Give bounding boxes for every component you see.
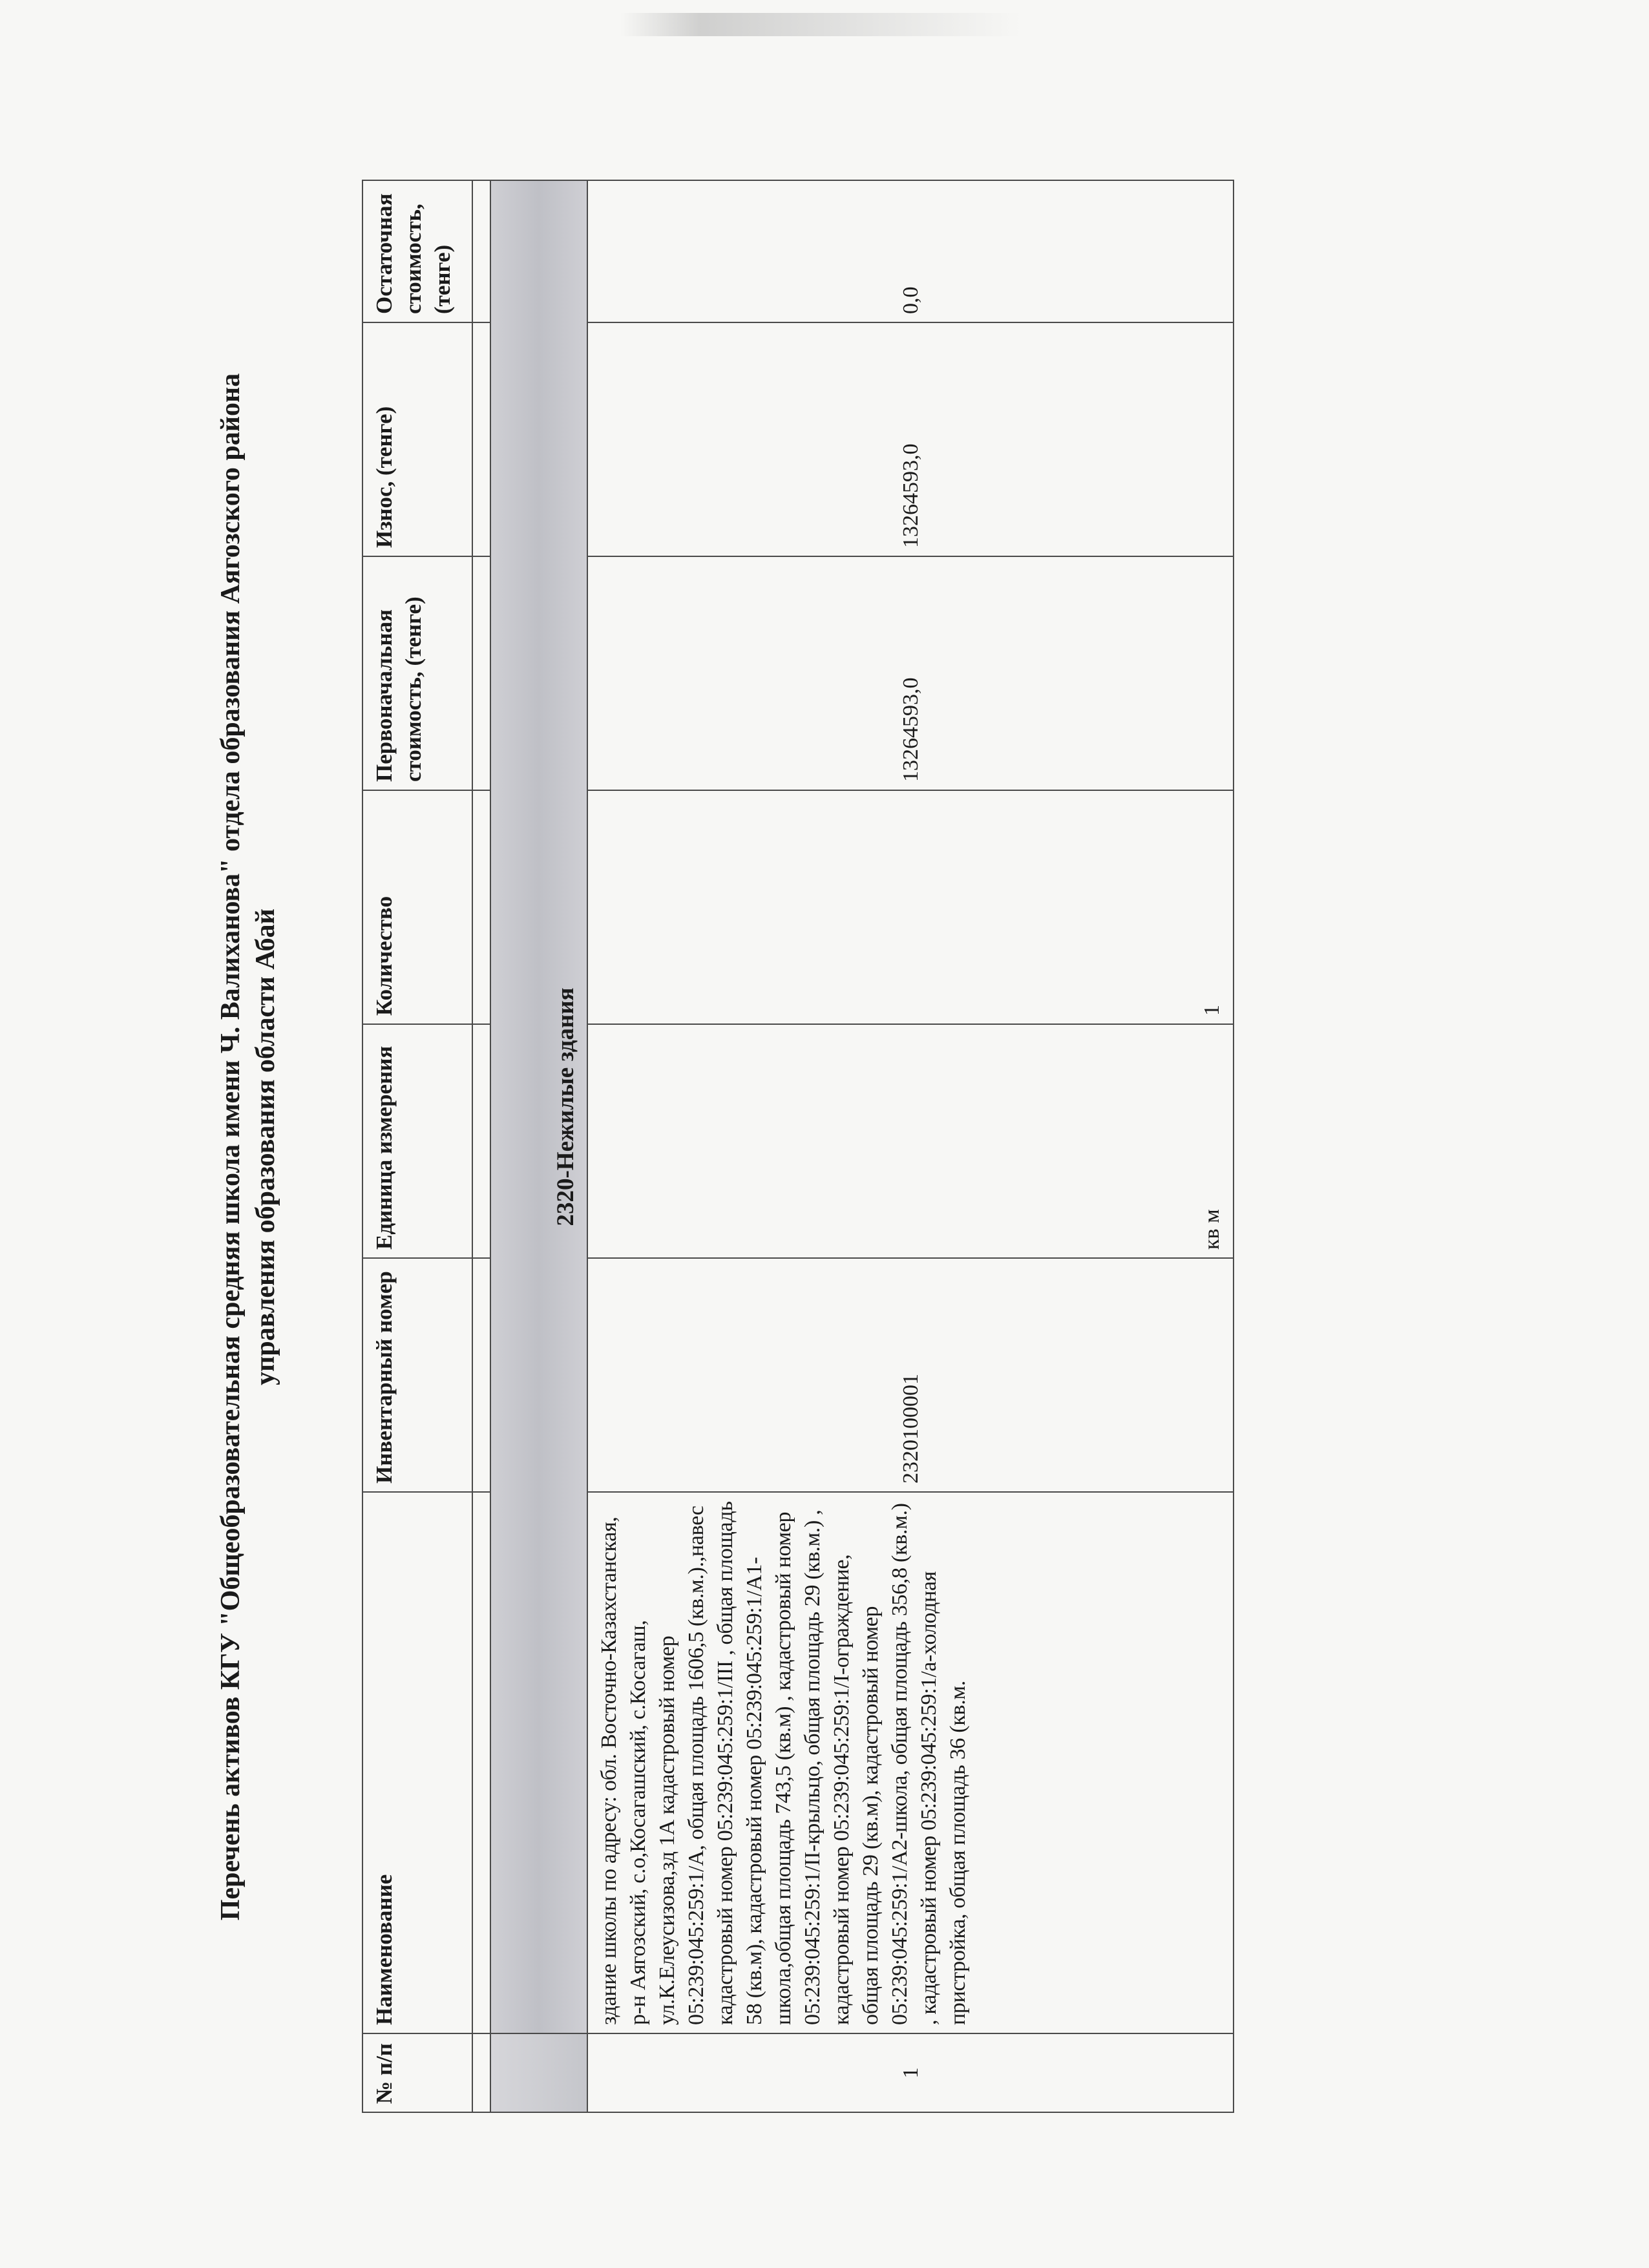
header-unit: Единица измерения bbox=[362, 1024, 472, 1258]
spacer-cell bbox=[472, 180, 490, 322]
header-inventory: Инвентарный номер bbox=[362, 1258, 472, 1492]
row-num: 1 bbox=[587, 2033, 1234, 2112]
spacer-cell bbox=[472, 1258, 490, 1492]
header-initial-cost: Первоначальная стоимость, (тенге) bbox=[362, 556, 472, 790]
category-row bbox=[490, 180, 587, 2112]
table-header-row bbox=[362, 180, 472, 2112]
spacer-cell bbox=[472, 322, 490, 556]
header-quantity: Количество bbox=[362, 790, 472, 1024]
category-label: 2320-Нежилые здания bbox=[490, 180, 587, 2033]
rotated-document bbox=[213, 181, 1583, 2113]
spacer-cell bbox=[472, 790, 490, 1024]
spacer-cell bbox=[472, 2033, 490, 2112]
header-num: № п/п bbox=[362, 2033, 472, 2112]
row-initial-cost: 13264593,0 bbox=[587, 556, 1234, 790]
header-name: Наименование bbox=[362, 1492, 472, 2033]
spacer-cell bbox=[472, 556, 490, 790]
title-line-1: Перечень активов КГУ "Общеобразовательная средняя школа имени Ч. Валиханова" отдела образования Аягозского района bbox=[216, 373, 246, 1921]
row-quantity: 1 bbox=[587, 790, 1234, 1024]
scan-artifact bbox=[620, 13, 1021, 36]
header-depreciation: Износ, (тенге) bbox=[362, 322, 472, 556]
row-unit: кв м bbox=[587, 1024, 1234, 1258]
category-num-cell bbox=[490, 2033, 587, 2112]
table-spacer-row bbox=[472, 180, 490, 2112]
header-residual-cost: Остаточная стоимость, (тенге) bbox=[362, 180, 472, 322]
asset-table bbox=[362, 180, 1234, 2113]
row-inventory: 2320100001 bbox=[587, 1258, 1234, 1492]
table-row bbox=[587, 180, 1234, 2112]
row-name: здание школы по адресу: обл. Восточно-Казахстанская, р-н Аягозский, с.о,Косагашский, с.Косагаш, ул.К.Елеусизова,зд 1А кадастровый номер 05:239:045:259:1/А, общая площадь 1606,5 (кв.м.).,навес кадастровый номер 05:239:045:259:1/III , общая площадь 58 (кв.м), кадастровый номер 05:239:045:259:1/А1-школа,общая площадь 743,5 (кв.м) , кадастровый номер 05:239:045:259:1/II-крыльцо, общая площадь 29 (кв.м.) , кадастровый номер 05:239:045:259:1/I-ограждение, общая площадь 29 (кв.м), кадастровый номер 05:239:045:259:1/А2-школа, общая площадь 356,8 (кв.м.) , кадастровый номер 05:239:045:259:1/а-холодная пристройка, общая площадь 36 (кв.м. bbox=[587, 1492, 1234, 2033]
spacer-cell bbox=[472, 1492, 490, 2033]
row-residual-cost: 0,0 bbox=[587, 180, 1234, 322]
title-line-2: управления образования области Абай bbox=[251, 908, 280, 1385]
row-depreciation: 13264593,0 bbox=[587, 322, 1234, 556]
document-title bbox=[213, 181, 283, 2113]
spacer-cell bbox=[472, 1024, 490, 1258]
